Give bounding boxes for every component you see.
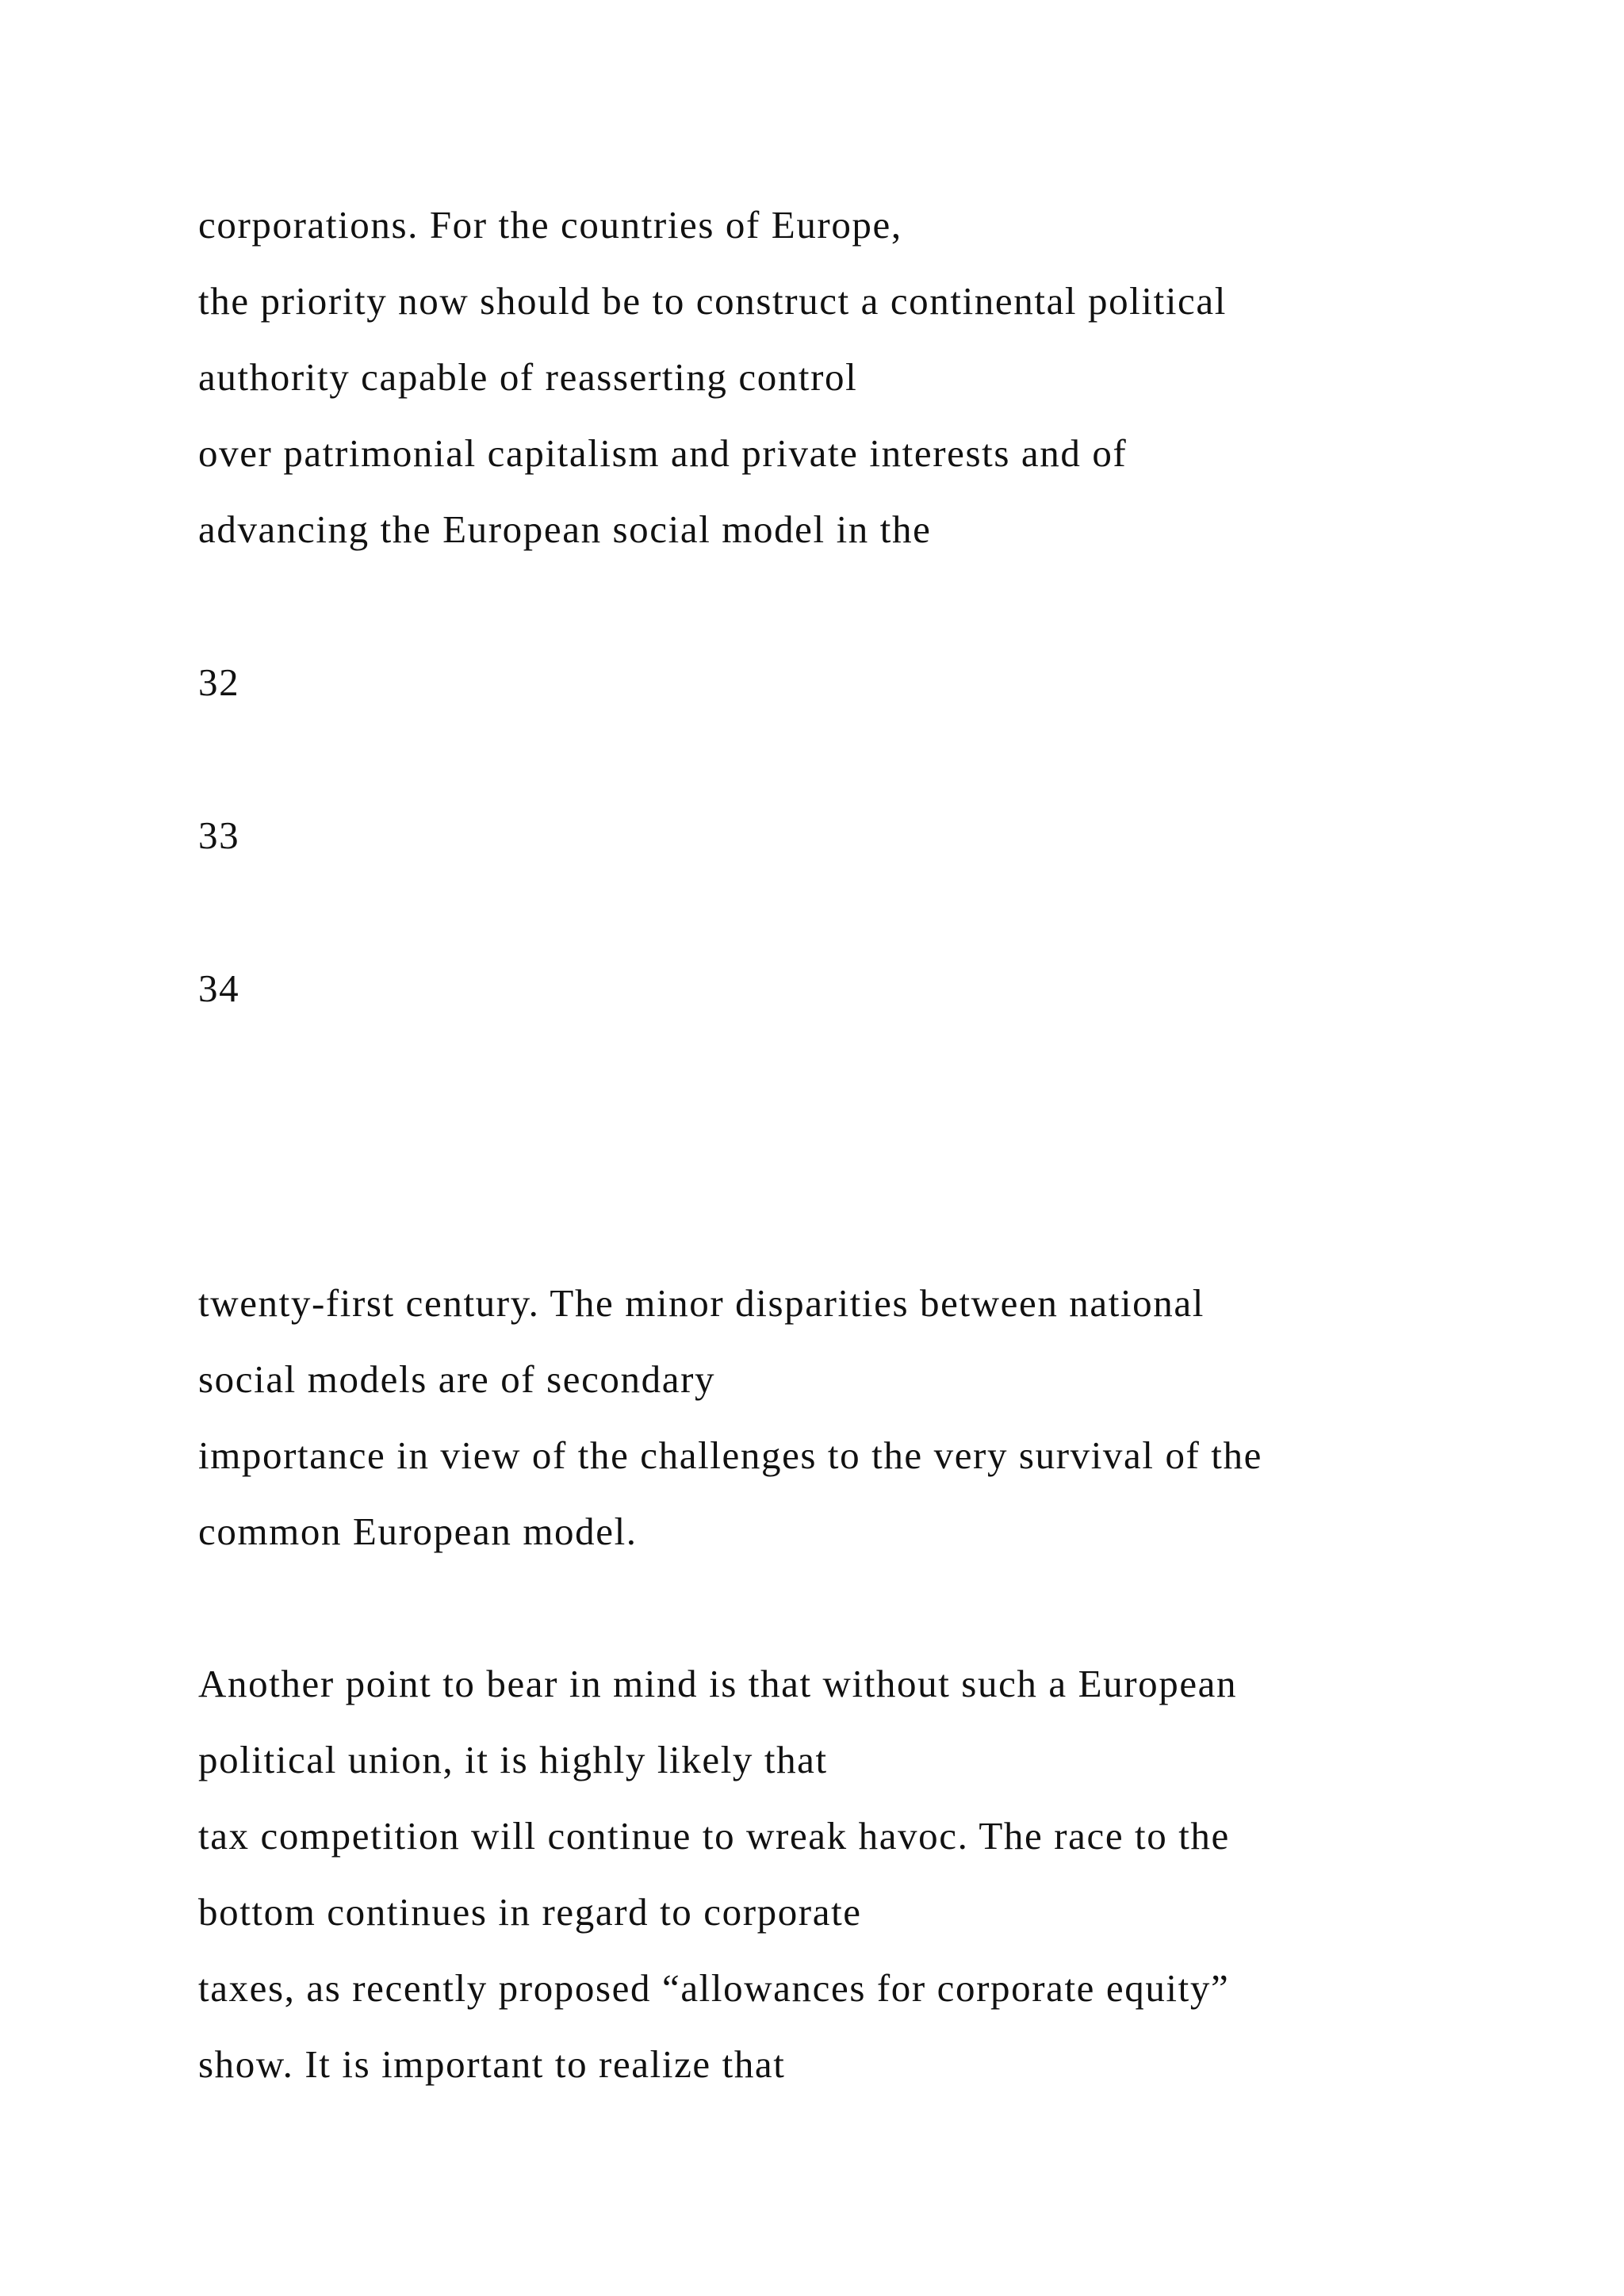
text-line: social models are of secondary (198, 1357, 716, 1401)
text-line: authority capable of reasserting control (198, 355, 858, 399)
text-line: corporations. For the countries of Europe, (198, 203, 902, 247)
text-line: advancing the European social model in the (198, 507, 932, 551)
text-line: political union, it is highly likely that (198, 1738, 828, 1781)
text-line: importance in view of the challenges to the very survival of the (198, 1433, 1262, 1477)
text-line: taxes, as recently proposed “allowances for corporate equity” (198, 1966, 1230, 2010)
page-number: 34 (198, 966, 240, 1010)
page-number: 32 (198, 660, 240, 704)
text-line: bottom continues in regard to corporate (198, 1890, 862, 1934)
text-line: show. It is important to realize that (198, 2042, 786, 2086)
text-line: the priority now should be to construct a continental political (198, 279, 1227, 323)
text-line: Another point to bear in mind is that without such a European (198, 1662, 1238, 1705)
page-number: 33 (198, 813, 240, 857)
text-line: over patrimonial capitalism and private interests and of (198, 431, 1128, 475)
text-line: twenty-first century. The minor disparities between national (198, 1281, 1205, 1325)
text-line: tax competition will continue to wreak havoc. The race to the (198, 1814, 1230, 1858)
text-line: common European model. (198, 1510, 638, 1553)
